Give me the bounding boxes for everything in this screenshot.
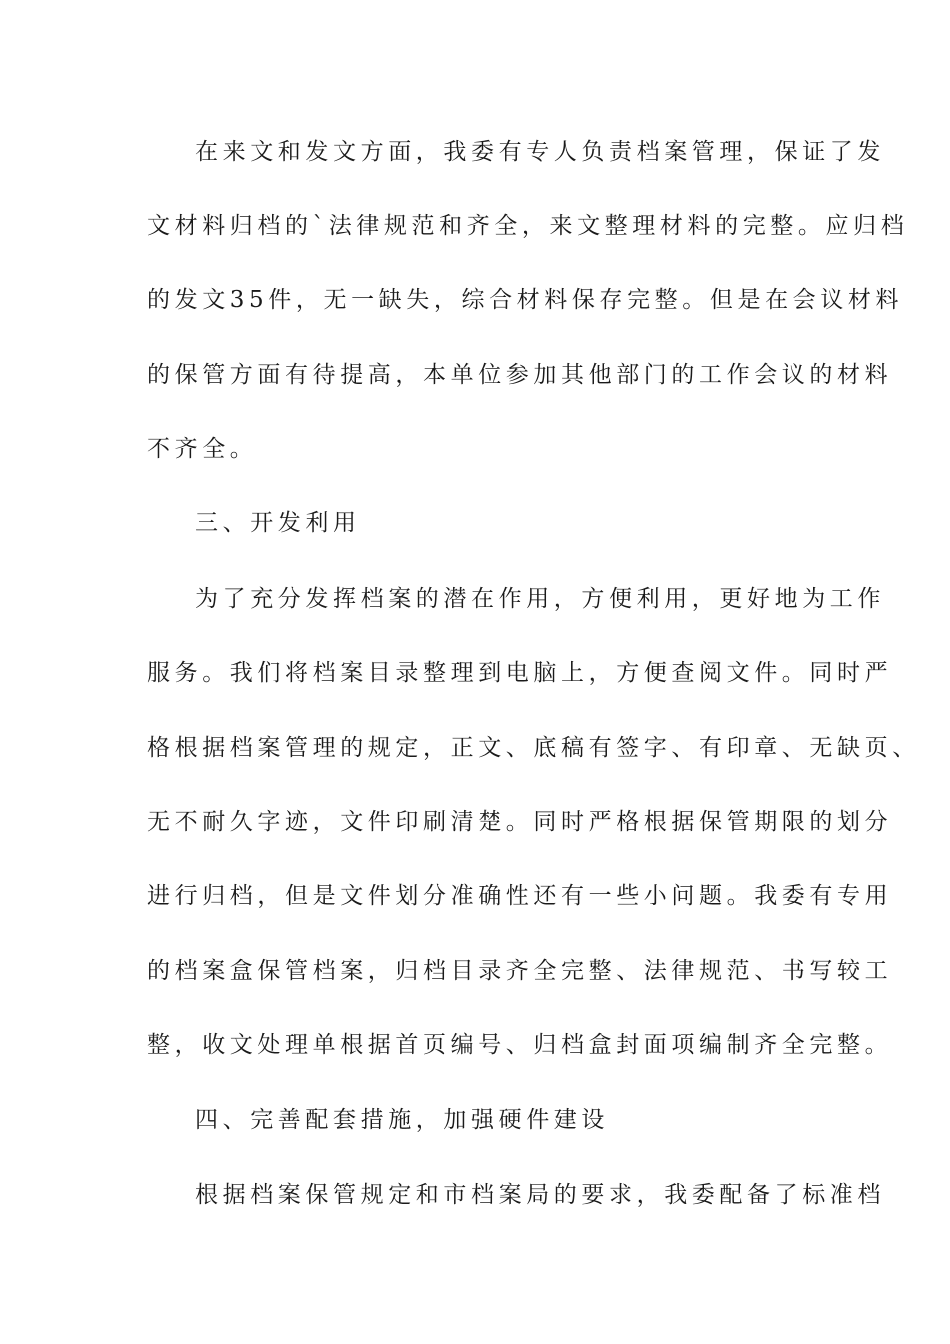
paragraph-line: 服务。我们将档案目录整理到电脑上，方便查阅文件。同时严 [147, 660, 893, 686]
paragraph-line: 文材料归档的`法律规范和齐全，来文整理材料的完整。应归档 [147, 213, 909, 239]
paragraph-line: 的保管方面有待提高，本单位参加其他部门的工作会议的材料 [147, 362, 893, 388]
section-heading: 三、开发利用 [195, 510, 361, 536]
paragraph-line: 为了充分发挥档案的潜在作用，方便利用，更好地为工作 [195, 586, 885, 612]
paragraph-line: 无不耐久字迹，文件印刷清楚。同时严格根据保管期限的划分 [147, 809, 893, 835]
paragraph-line: 进行归档，但是文件划分准确性还有一些小问题。我委有专用 [147, 883, 893, 909]
paragraph-line: 根据档案保管规定和市档案局的要求，我委配备了标准档 [195, 1182, 885, 1208]
paragraph-line: 整，收文处理单根据首页编号、归档盒封面项编制齐全完整。 [147, 1032, 893, 1058]
paragraph-line: 的发文35件，无一缺失，综合材料保存完整。但是在会议材料 [147, 287, 904, 313]
paragraph-line: 在来文和发文方面，我委有专人负责档案管理，保证了发 [195, 139, 885, 165]
paragraph-line: 不齐全。 [147, 436, 258, 462]
paragraph-line: 的档案盒保管档案，归档目录齐全完整、法律规范、书写较工 [147, 958, 893, 984]
section-heading: 四、完善配套措施，加强硬件建设 [195, 1107, 609, 1133]
paragraph-line: 格根据档案管理的规定，正文、底稿有签字、有印章、无缺页、 [147, 735, 920, 761]
